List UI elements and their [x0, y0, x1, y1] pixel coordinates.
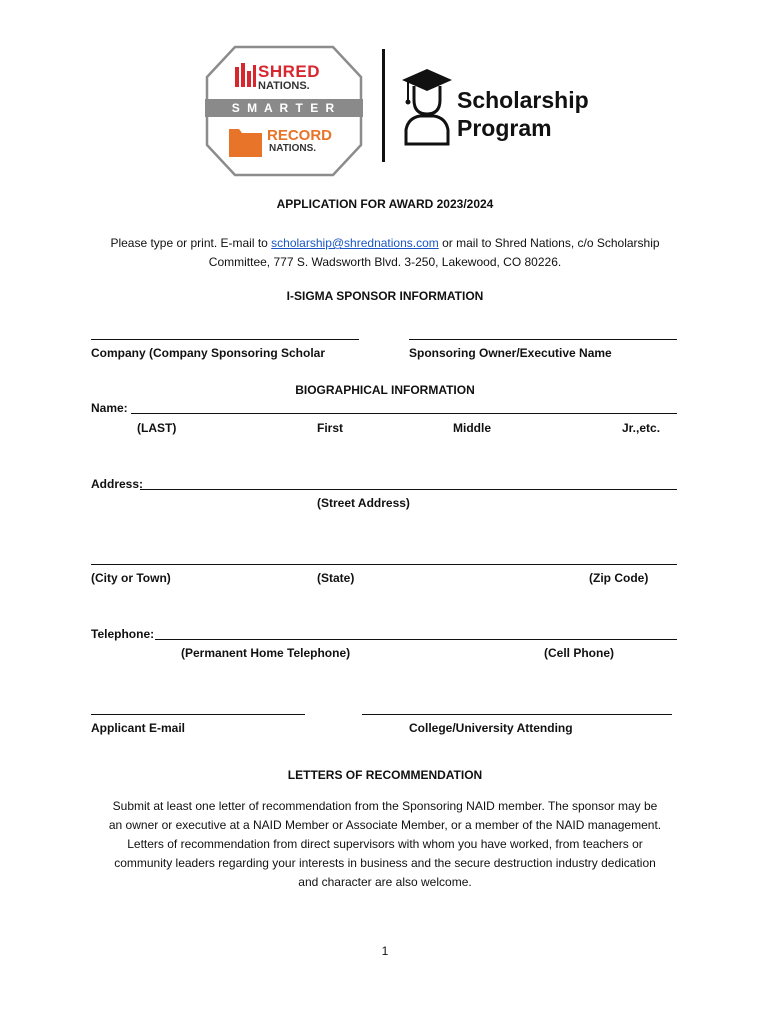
- graduate-icon: [400, 66, 454, 146]
- program-title: [457, 86, 589, 142]
- owner-field[interactable]: [409, 339, 677, 340]
- state-hint: (State): [317, 571, 355, 585]
- letters-line-4: community leaders regarding your interests in business and the secure destruction industry dedication: [114, 856, 656, 870]
- bio-heading: BIOGRAPHICAL INFORMATION: [295, 383, 475, 397]
- street-address-hint: (Street Address): [317, 496, 410, 510]
- name-part-suffix: Jr.,etc.: [622, 421, 661, 435]
- applicant-email-label: Applicant E-mail: [91, 721, 186, 735]
- college-field[interactable]: [362, 714, 672, 715]
- instructions-address: Committee, 777 S. Wadsworth Blvd. 3-250, Lakewood, CO 80226.: [208, 255, 562, 269]
- company-label: Company (Company Sponsoring Scholar: [91, 346, 326, 360]
- program-title-line1: Scholarship: [457, 87, 589, 113]
- logo-nations-text: NATIONS.: [258, 80, 310, 92]
- cell-phone-hint: (Cell Phone): [544, 646, 615, 660]
- form-title: APPLICATION FOR AWARD 2023/2024: [276, 197, 494, 211]
- street-address-field[interactable]: [140, 489, 677, 490]
- zip-hint: (Zip Code): [589, 571, 649, 585]
- name-part-last: (LAST): [137, 421, 177, 435]
- letters-line-2: an owner or executive at a NAID Member or Associate Member, or a member of the NAID management.: [108, 818, 662, 832]
- city-hint: (City or Town): [91, 571, 171, 585]
- instructions-suffix: or mail to Shred Nations, c/o Scholarship: [438, 236, 660, 250]
- letters-line-5: and character are also welcome.: [298, 875, 472, 889]
- name-part-first: First: [317, 421, 344, 435]
- name-field[interactable]: [131, 413, 677, 414]
- letters-heading: LETTERS OF RECOMMENDATION: [287, 768, 483, 782]
- name-part-middle: Middle: [453, 421, 491, 435]
- shred-nations-logo: [205, 45, 363, 177]
- letters-line-3: Letters of recommendation from direct supervisors with whom you have worked, from teachers or: [127, 837, 643, 851]
- owner-label: Sponsoring Owner/Executive Name: [409, 346, 612, 360]
- letters-line-1: Submit at least one letter of recommendation from the Sponsoring NAID member. The sponsor may be: [112, 799, 658, 813]
- name-label: Name:: [91, 401, 128, 415]
- applicant-email-field[interactable]: [91, 714, 305, 715]
- letters-body: [60, 797, 710, 892]
- company-field[interactable]: [91, 339, 359, 340]
- telephone-field[interactable]: [155, 639, 677, 640]
- sponsor-heading: I-SIGMA SPONSOR INFORMATION: [286, 289, 484, 303]
- telephone-label: Telephone:: [91, 627, 155, 641]
- logo-record-text: RECORD: [267, 127, 333, 144]
- logo-smarter-text: S M A R T E R: [231, 101, 337, 115]
- program-title-line2: Program: [457, 115, 552, 141]
- city-state-zip-field[interactable]: [91, 564, 677, 565]
- page-number: 1: [381, 944, 389, 958]
- home-phone-hint: (Permanent Home Telephone): [181, 646, 351, 660]
- address-label: Address:: [91, 477, 144, 491]
- logo-shred-text: SHRED: [258, 62, 321, 81]
- instructions-prefix: Please type or print. E-mail to: [110, 236, 272, 250]
- scholarship-email-link[interactable]: scholarship@shrednations.com: [271, 236, 439, 250]
- logo-nations2-text: NATIONS.: [269, 143, 317, 154]
- college-label: College/University Attending: [409, 721, 573, 735]
- instructions: [0, 234, 770, 272]
- header-divider: [382, 49, 385, 162]
